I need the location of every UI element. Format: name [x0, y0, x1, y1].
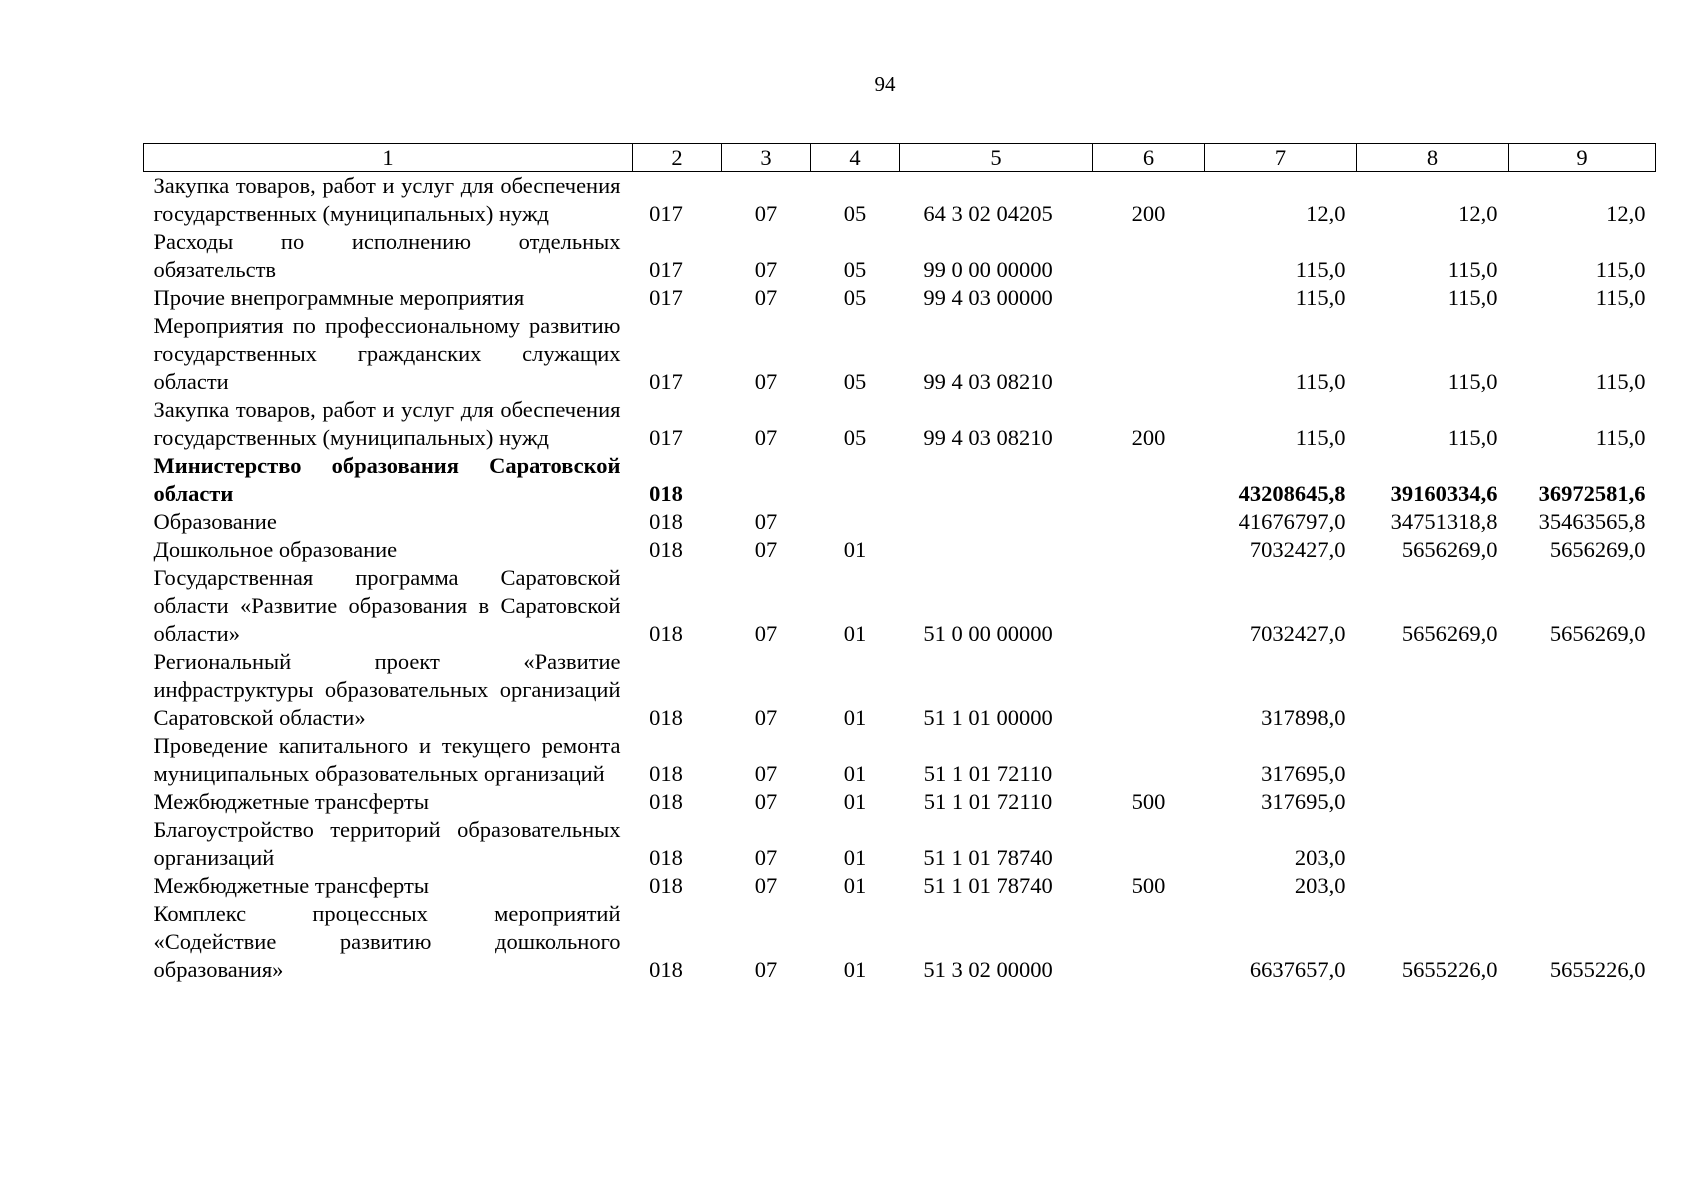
- col-9-value: [1509, 872, 1656, 900]
- col-2-cell: 017: [649, 369, 683, 394]
- col-5-cell: 99 4 03 00000: [923, 285, 1053, 310]
- col-2-cell: 018: [649, 537, 683, 562]
- column-header: 7: [1205, 144, 1357, 172]
- page-number: 94: [874, 72, 896, 96]
- col-9-value: 115,0: [1595, 425, 1646, 450]
- col-3-cell: 07: [754, 845, 778, 870]
- table-row: [144, 508, 1656, 536]
- col-3-cell: 07: [754, 761, 778, 786]
- col-9-value: [1509, 816, 1656, 872]
- col-8-value: 115,0: [1447, 285, 1498, 310]
- col-2-cell: 018: [649, 481, 683, 506]
- column-header: 1: [144, 144, 633, 172]
- col-5-cell: 51 3 02 00000: [923, 957, 1053, 982]
- col-3-cell: 07: [754, 957, 778, 982]
- col-6-cell: [1093, 564, 1205, 648]
- col-4-cell: 01: [843, 537, 867, 562]
- row-name: Прочие внепрограммные мероприятия: [153, 285, 525, 310]
- col-2-cell: 018: [649, 873, 683, 898]
- col-8-value: [1357, 816, 1509, 872]
- col-9-value: 5656269,0: [1549, 621, 1646, 646]
- col-5-cell: 51 0 00 00000: [923, 621, 1053, 646]
- col-2-cell: 018: [649, 957, 683, 982]
- col-7-value: 43208645,8: [1238, 481, 1346, 506]
- col-3-cell: 07: [754, 257, 778, 282]
- col-5-cell: [900, 508, 1093, 536]
- table-row: [144, 172, 1656, 229]
- col-6-cell: [1093, 452, 1205, 508]
- col-3-cell: 07: [754, 705, 778, 730]
- row-name: Закупка товаров, работ и услуг для обеспечения государственных (муниципальных) нужд: [153, 173, 621, 226]
- column-header: 3: [722, 144, 811, 172]
- col-7-value: 7032427,0: [1249, 537, 1346, 562]
- table-row: [144, 396, 1656, 452]
- col-3-cell: 07: [754, 873, 778, 898]
- table-row: [144, 452, 1656, 508]
- col-7-value: 203,0: [1294, 873, 1346, 898]
- col-9-value: [1509, 732, 1656, 788]
- col-7-value: 115,0: [1295, 257, 1346, 282]
- col-9-value: 5656269,0: [1549, 537, 1646, 562]
- col-9-value: 36972581,6: [1538, 481, 1646, 506]
- col-5-cell: 99 4 03 08210: [923, 369, 1053, 394]
- row-name: Министерство образования Саратовской области: [153, 453, 621, 506]
- column-header: 4: [811, 144, 900, 172]
- col-7-value: 115,0: [1295, 369, 1346, 394]
- col-7-value: 41676797,0: [1238, 509, 1346, 534]
- col-3-cell: 07: [754, 425, 778, 450]
- col-4-cell: 01: [843, 845, 867, 870]
- table-row: [144, 648, 1656, 732]
- row-name: Межбюджетные трансферты: [153, 789, 429, 814]
- col-2-cell: 018: [649, 621, 683, 646]
- col-4-cell: [811, 508, 900, 536]
- col-4-cell: 01: [843, 761, 867, 786]
- col-7-value: 7032427,0: [1249, 621, 1346, 646]
- col-3-cell: 07: [754, 789, 778, 814]
- budget-table: [143, 143, 1656, 984]
- col-4-cell: 05: [843, 285, 867, 310]
- col-3-cell: 07: [754, 201, 778, 226]
- col-4-cell: 01: [843, 789, 867, 814]
- col-4-cell: 05: [843, 257, 867, 282]
- row-name: Расходы по исполнению отдельных обязательств: [153, 229, 621, 282]
- col-3-cell: 07: [754, 621, 778, 646]
- row-name: Межбюджетные трансферты: [153, 873, 429, 898]
- table-row: [144, 732, 1656, 788]
- col-5-cell: [900, 536, 1093, 564]
- col-9-value: 12,0: [1606, 201, 1646, 226]
- col-3-cell: 07: [754, 369, 778, 394]
- col-8-value: 115,0: [1447, 425, 1498, 450]
- col-4-cell: 01: [843, 621, 867, 646]
- col-8-value: 34751318,8: [1390, 509, 1498, 534]
- col-4-cell: 01: [843, 705, 867, 730]
- col-2-cell: 018: [649, 845, 683, 870]
- col-8-value: [1357, 648, 1509, 732]
- col-5-cell: [900, 452, 1093, 508]
- col-5-cell: 64 3 02 04205: [923, 201, 1053, 226]
- col-4-cell: 05: [843, 369, 867, 394]
- col-7-value: 115,0: [1295, 285, 1346, 310]
- col-7-value: 317695,0: [1261, 761, 1346, 786]
- col-6-cell: [1093, 732, 1205, 788]
- col-7-value: 317695,0: [1261, 789, 1346, 814]
- column-header: 6: [1093, 144, 1205, 172]
- column-header: 5: [900, 144, 1093, 172]
- col-2-cell: 017: [649, 201, 683, 226]
- col-5-cell: 51 1 01 72110: [923, 761, 1053, 786]
- table-row: [144, 900, 1656, 984]
- row-name: Проведение капитального и текущего ремонта муниципальных образовательных организаций: [153, 733, 621, 786]
- col-4-cell: 05: [843, 201, 867, 226]
- col-3-cell: [722, 452, 811, 508]
- col-2-cell: 018: [649, 705, 683, 730]
- col-9-value: 115,0: [1595, 257, 1646, 282]
- col-5-cell: 51 1 01 72110: [923, 789, 1053, 814]
- col-7-value: 203,0: [1294, 845, 1346, 870]
- col-8-value: 115,0: [1447, 369, 1498, 394]
- col-4-cell: 05: [843, 425, 867, 450]
- col-2-cell: 017: [649, 257, 683, 282]
- col-3-cell: 07: [754, 537, 778, 562]
- col-6-cell: [1093, 900, 1205, 984]
- col-7-value: 12,0: [1306, 201, 1346, 226]
- col-9-value: 115,0: [1595, 369, 1646, 394]
- col-6-cell: 500: [1131, 873, 1166, 898]
- col-6-cell: [1093, 508, 1205, 536]
- table-row: [144, 284, 1656, 312]
- table-row: [144, 228, 1656, 284]
- col-5-cell: 51 1 01 78740: [923, 873, 1053, 898]
- column-header: 2: [633, 144, 722, 172]
- col-2-cell: 018: [649, 509, 683, 534]
- row-name: Мероприятия по профессиональному развитию государственных гражданских служащих области: [153, 313, 621, 394]
- col-4-cell: 01: [843, 873, 867, 898]
- row-name: Благоустройство территорий образовательных организаций: [153, 817, 621, 870]
- row-name: Дошкольное образование: [153, 537, 398, 562]
- col-8-value: [1357, 732, 1509, 788]
- table-row: [144, 564, 1656, 648]
- table-row: [144, 816, 1656, 872]
- col-4-cell: [811, 452, 900, 508]
- col-6-cell: 500: [1131, 789, 1166, 814]
- row-name: Государственная программа Саратовской области «Развитие образования в Саратовской области»: [153, 565, 621, 646]
- col-5-cell: 99 0 00 00000: [923, 257, 1053, 282]
- col-7-value: 6637657,0: [1249, 957, 1346, 982]
- col-5-cell: 51 1 01 00000: [923, 705, 1053, 730]
- col-8-value: 39160334,6: [1390, 481, 1498, 506]
- col-6-cell: [1093, 816, 1205, 872]
- column-header: 8: [1357, 144, 1509, 172]
- col-9-value: [1509, 788, 1656, 816]
- col-8-value: 5655226,0: [1401, 957, 1498, 982]
- col-9-value: [1509, 648, 1656, 732]
- col-8-value: 115,0: [1447, 257, 1498, 282]
- table-header-row: [144, 144, 1656, 172]
- col-4-cell: 01: [843, 957, 867, 982]
- row-name: Образование: [153, 509, 277, 534]
- col-6-cell: [1093, 284, 1205, 312]
- col-5-cell: 99 4 03 08210: [923, 425, 1053, 450]
- table-row: [144, 788, 1656, 816]
- col-6-cell: [1093, 228, 1205, 284]
- row-name: Региональный проект «Развитие инфраструктуры образовательных организаций Саратовской области»: [153, 649, 621, 730]
- table-row: [144, 312, 1656, 396]
- table-row: [144, 536, 1656, 564]
- col-2-cell: 017: [649, 285, 683, 310]
- col-6-cell: 200: [1131, 425, 1166, 450]
- col-8-value: 5656269,0: [1401, 621, 1498, 646]
- col-2-cell: 018: [649, 761, 683, 786]
- table-row: [144, 872, 1656, 900]
- col-9-value: 35463565,8: [1538, 509, 1646, 534]
- column-header: 9: [1509, 144, 1656, 172]
- col-9-value: 115,0: [1595, 285, 1646, 310]
- col-7-value: 115,0: [1295, 425, 1346, 450]
- col-6-cell: 200: [1131, 201, 1166, 226]
- col-3-cell: 07: [754, 509, 778, 534]
- col-8-value: 12,0: [1458, 201, 1498, 226]
- col-2-cell: 018: [649, 789, 683, 814]
- col-6-cell: [1093, 648, 1205, 732]
- col-7-value: 317898,0: [1261, 705, 1346, 730]
- row-name: Комплекс процессных мероприятий «Содействие развитию дошкольного образования»: [153, 901, 621, 982]
- col-6-cell: [1093, 536, 1205, 564]
- col-8-value: [1357, 788, 1509, 816]
- col-5-cell: 51 1 01 78740: [923, 845, 1053, 870]
- col-9-value: 5655226,0: [1549, 957, 1646, 982]
- col-3-cell: 07: [754, 285, 778, 310]
- col-8-value: [1357, 872, 1509, 900]
- col-6-cell: [1093, 312, 1205, 396]
- col-8-value: 5656269,0: [1401, 537, 1498, 562]
- col-2-cell: 017: [649, 425, 683, 450]
- row-name: Закупка товаров, работ и услуг для обеспечения государственных (муниципальных) нужд: [153, 397, 621, 450]
